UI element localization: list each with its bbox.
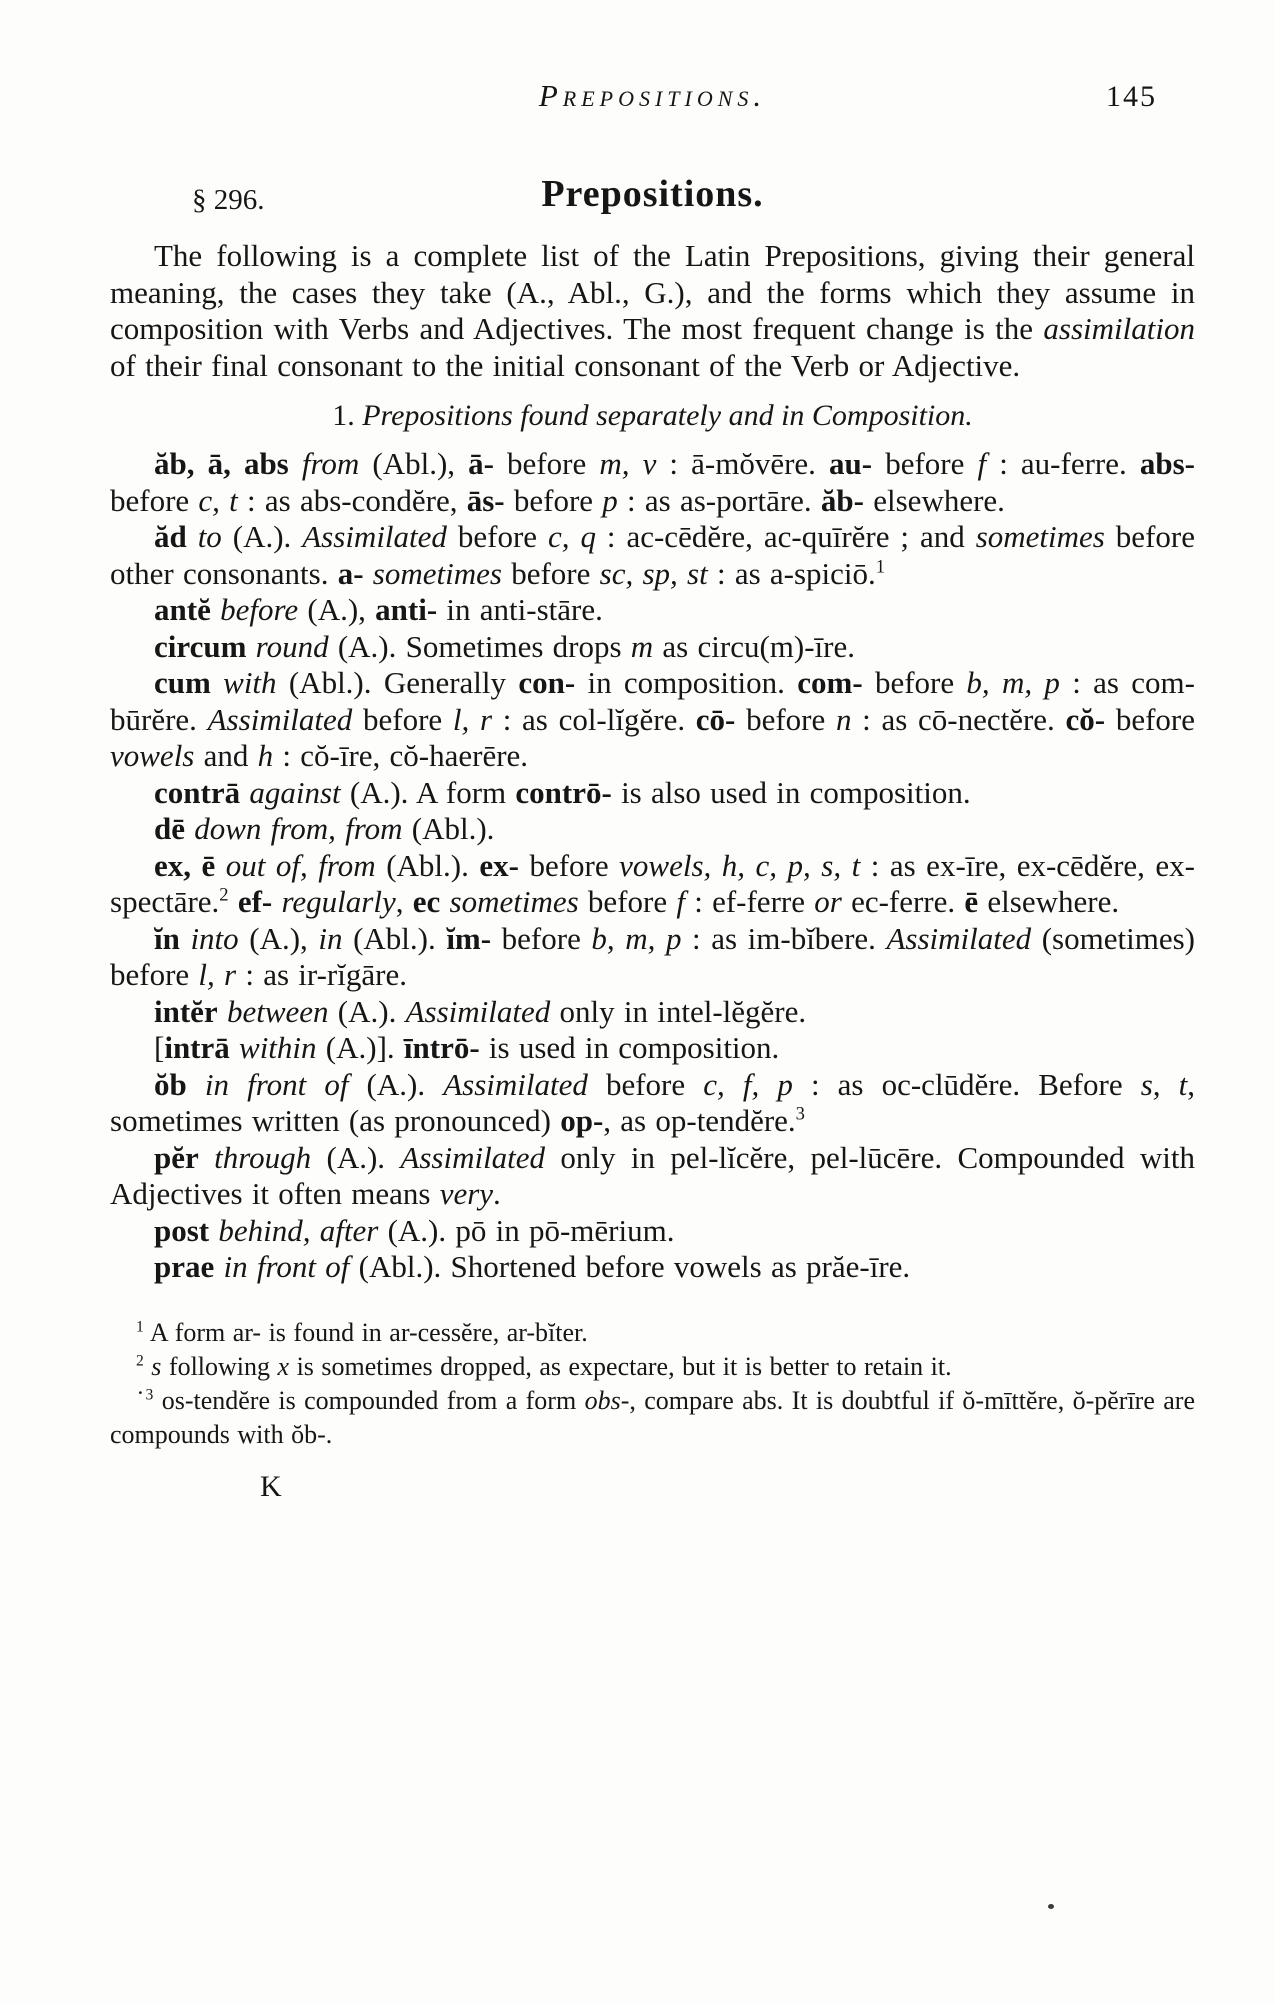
entry-ab: ăb, ā, abs from (Abl.), ā- before m, v : ā-mŏvēre. au- before f : au-ferre. abs- before c, t : as abs-condĕre, ās- before p : as as-portāre. ăb- elsewhere.	[110, 446, 1195, 518]
entry-ad: ăd to (A.). Assimilated before c, q : ac-cēdĕre, ac-quīrĕre ; and sometimes before other consonants. a- sometimes before sc, sp, st : as a-spiciō.$^1$	[110, 519, 1195, 591]
entry-intra: [intrā within (A.)]. īntrō- is used in composition.	[154, 1030, 780, 1065]
page-number: 145	[1106, 80, 1157, 113]
entry-per: pĕr through (A.). Assimilated only in pel-lĭcĕre, pel-lūcēre. Compounded with Adjectives it often means very.	[110, 1139, 1195, 1211]
page-title: Prepositions.	[541, 173, 764, 215]
entry-cum: cum with (Abl.). Generally con- in composition. com- before b, m, p : as com-būrĕre. Assimilated before l, r : as col-lĭgĕre. cō- before n : as cō-nectĕre. cŏ- before vowels and h : cŏ-īre, cŏ-haerēre.	[110, 665, 1195, 773]
entry-ex: ex, ē out of, from (Abl.). ex- before vowels, h, c, p, s, t : as ex-īre, ex-cēdĕre, ex-spectāre.$^2$ ef- regularly, ec sometimes before f : ef-ferre or ec-ferre. ē elsewhere.	[110, 847, 1195, 919]
ink-speck	[1048, 1904, 1054, 1909]
footnote-2: $^2$ s following x is sometimes dropped, as expectare, but it is better to retain it.	[136, 1351, 952, 1381]
footnotes	[110, 1316, 1195, 1452]
entry-ob: ŏb in front of (A.). Assimilated before c, f, p : as oc-clūdĕre. Before s, t, sometimes written (as pronounced) op-, as op-tendĕre.$^3$	[110, 1066, 1195, 1138]
running-header: Prepositions.	[538, 78, 767, 113]
entry-in: ĭn into (A.), in (Abl.). ĭm- before b, m, p : as im-bĭbere. Assimilated (sometimes) before l, r : as ir-rĭgāre.	[110, 920, 1195, 992]
entry-inter: intĕr between (A.). Assimilated only in intel-lĕgĕre.	[154, 993, 807, 1029]
entry-post: post behind, after (A.). pō in pō-mērium.	[154, 1212, 675, 1248]
footnote-3: ˙$^3$ os-tendĕre is compounded from a form obs-, compare abs. It is doubtful if ŏ-mīttĕre, ŏ-pĕrīre are compounds with ŏb-.	[110, 1385, 1195, 1449]
intro-paragraph: The following is a complete list of the Latin Prepositions, giving their general meaning, the cases they take (A., Abl., G.), and the forms which they assume in composition with Verbs and Adjectives. The most frequent change is the assimilation of their final consonant to the initial consonant of the Verb or Adjective.	[110, 238, 1195, 383]
text-block	[110, 238, 1195, 1504]
entry-ante: antĕ before (A.), anti- in anti-stāre.	[154, 592, 603, 627]
entry-prae: prae in front of (Abl.). Shortened before vowels as prăe-īre.	[154, 1249, 911, 1284]
section-mark: § 296.	[192, 184, 265, 216]
entry-contra: contrā against (A.). A form contrō- is also used in composition.	[154, 774, 971, 810]
entry-circum: circum round (A.). Sometimes drops m as circu(m)-īre.	[154, 628, 855, 664]
subsection-heading: 1. Prepositions found separately and in Composition.	[332, 399, 973, 432]
entry-de: dē down from, from (Abl.).	[154, 811, 495, 846]
footnote-1: $^1$ A form ar- is found in ar-cessĕre, ar-bĭter.	[136, 1317, 588, 1347]
signature-mark: K	[260, 1469, 283, 1503]
